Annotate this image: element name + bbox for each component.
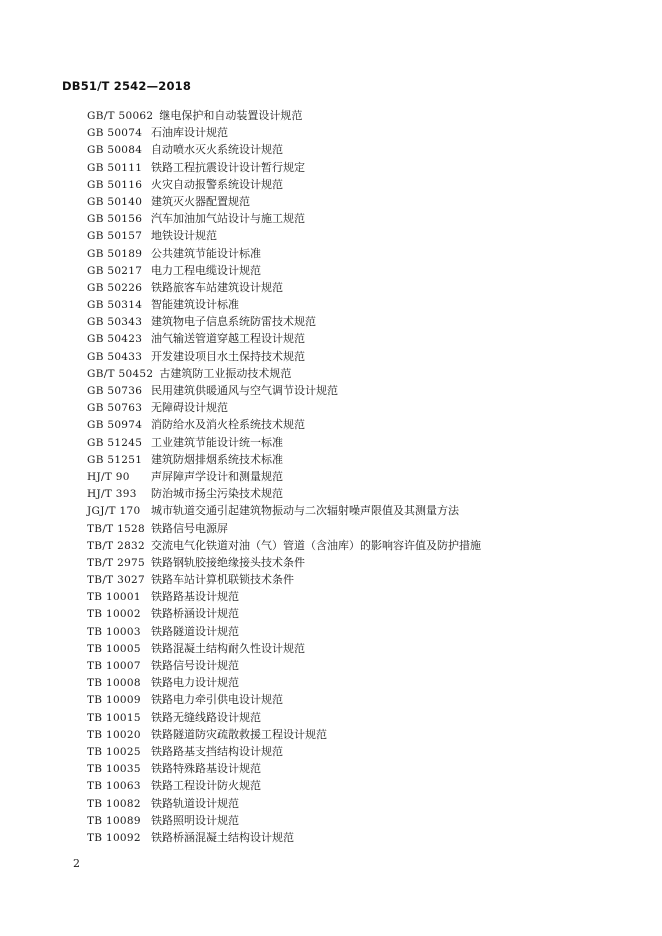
- reference-code: GB 50156: [87, 213, 143, 226]
- reference-code: GB 50157: [87, 230, 143, 243]
- reference-item: [87, 795, 481, 812]
- reference-item: [87, 623, 481, 640]
- reference-title: 油气输送管道穿越工程设计规范: [151, 332, 305, 346]
- reference-code: JGJ/T 170: [87, 505, 141, 518]
- reference-title: 铁路电力设计规范: [151, 676, 239, 690]
- reference-title: 汽车加油加气站设计与施工规范: [151, 212, 305, 226]
- reference-title: 铁路信号设计规范: [151, 659, 239, 672]
- reference-item: [87, 451, 481, 468]
- reference-title: 铁路电力牵引供电设计规范: [151, 693, 283, 707]
- reference-title: 铁路旅客车站建筑设计规范: [151, 280, 283, 294]
- reference-code: GB 50763: [87, 402, 143, 415]
- reference-item: [87, 227, 481, 244]
- reference-code: TB 10015: [87, 711, 141, 724]
- reference-item: [87, 176, 481, 193]
- reference-item: [87, 399, 481, 416]
- reference-code: TB 10002: [87, 608, 141, 621]
- reference-item: [87, 141, 481, 158]
- reference-title: 石油库设计规范: [151, 126, 228, 140]
- page-number: 2: [73, 857, 80, 870]
- reference-title: 铁路无缝线路设计规范: [151, 710, 261, 724]
- reference-title: 铁路路基设计规范: [151, 590, 239, 604]
- reference-code: GB 50111: [87, 161, 143, 174]
- reference-item: [87, 554, 481, 571]
- reference-title: 工业建筑节能设计统一标准: [151, 435, 283, 449]
- reference-item: [87, 588, 481, 605]
- reference-code: TB 10020: [87, 728, 141, 741]
- reference-title: 铁路特殊路基设计规范: [151, 762, 261, 776]
- reference-code: TB/T 3027: [87, 574, 146, 587]
- reference-code: GB 50343: [87, 316, 143, 329]
- reference-item: [87, 365, 481, 382]
- reference-code: TB/T 1528: [87, 522, 146, 535]
- reference-title: 铁路工程设计防火规范: [151, 779, 261, 793]
- reference-code: GB 50116: [87, 178, 143, 191]
- reference-code: GB 50736: [87, 385, 143, 397]
- reference-title: 铁路隧道防灾疏散救援工程设计规范: [151, 727, 327, 741]
- reference-code: HJ/T 90: [87, 470, 130, 483]
- reference-code: TB/T 2975: [87, 556, 146, 569]
- reference-title: 电力工程电缆设计规范: [151, 263, 261, 277]
- reference-code: TB 10005: [87, 642, 141, 655]
- reference-item: [87, 296, 481, 313]
- reference-title: 无障碍设计规范: [151, 401, 228, 415]
- reference-title: 自动喷水灭火系统设计规范: [151, 143, 283, 157]
- reference-item: [87, 777, 481, 794]
- reference-title: 铁路混凝土结构耐久性设计规范: [151, 641, 305, 655]
- reference-title: 铁路车站计算机联锁技术条件: [151, 573, 295, 587]
- reference-item: [87, 640, 481, 657]
- reference-code: GB 50217: [87, 264, 143, 277]
- reference-title: 智能建筑设计标准: [151, 298, 239, 312]
- reference-item: [87, 468, 481, 485]
- reference-item: [87, 262, 481, 279]
- reference-title: 声屏障声学设计和测量规范: [151, 469, 283, 483]
- reference-code: TB 10001: [87, 591, 141, 604]
- reference-title: 铁路桥涵设计规范: [151, 607, 239, 621]
- reference-code: GB 50140: [87, 195, 143, 208]
- reference-code: GB/T 50062: [87, 110, 154, 122]
- reference-code: GB 50074: [87, 127, 143, 140]
- reference-code: TB 10009: [87, 694, 141, 707]
- reference-item: [87, 107, 481, 124]
- reference-title: 火灾自动报警系统设计规范: [151, 177, 283, 191]
- reference-code: TB 10007: [87, 660, 141, 672]
- reference-title: 铁路隧道设计规范: [151, 624, 239, 638]
- reference-item: [87, 245, 481, 262]
- reference-title: 防治城市扬尘污染技术规范: [151, 487, 283, 501]
- reference-code: TB 10063: [87, 780, 141, 793]
- reference-title: 消防给水及消火栓系统技术规范: [151, 418, 305, 432]
- reference-item: [87, 330, 481, 347]
- reference-item: [87, 520, 481, 537]
- reference-item: [87, 485, 481, 502]
- reference-title: 交流电气化铁道对油（气）管道（含油库）的影响容许值及防护措施: [151, 538, 482, 552]
- reference-item: [87, 124, 481, 141]
- reference-title: 铁路信号电源屏: [151, 521, 229, 535]
- reference-item: [87, 434, 481, 451]
- reference-code: GB 51245: [87, 436, 143, 449]
- reference-item: [87, 674, 481, 691]
- reference-code: GB 50974: [87, 419, 143, 432]
- reference-code: GB 51251: [87, 453, 143, 466]
- reference-item: [87, 159, 481, 176]
- reference-item: [87, 709, 481, 726]
- reference-code: GB 50084: [87, 144, 143, 157]
- reference-code: TB 10025: [87, 745, 141, 758]
- reference-code: TB 10089: [87, 814, 141, 827]
- reference-item: [87, 537, 481, 554]
- reference-code: GB 50423: [87, 333, 143, 346]
- normative-references-list: [87, 107, 481, 846]
- reference-title: 地铁设计规范: [151, 229, 217, 243]
- reference-title: 铁路轨道设计规范: [151, 796, 239, 810]
- reference-code: TB 10092: [87, 831, 141, 844]
- reference-title: 铁路工程抗震设计设计暂行规定: [151, 160, 305, 174]
- reference-title: 开发建设项目水土保持技术规范: [151, 349, 305, 363]
- reference-title: 铁路照明设计规范: [151, 813, 239, 827]
- reference-title: 公共建筑节能设计标准: [151, 246, 261, 260]
- reference-title: 建筑灭火器配置规范: [151, 194, 250, 208]
- reference-item: [87, 313, 481, 330]
- reference-item: [87, 657, 481, 674]
- reference-code: GB 50226: [87, 281, 143, 294]
- reference-code: TB 10003: [87, 625, 141, 638]
- reference-item: [87, 193, 481, 210]
- reference-title: 民用建筑供暖通风与空气调节设计规范: [151, 384, 338, 397]
- reference-code: GB 50433: [87, 350, 143, 363]
- reference-item: [87, 829, 481, 846]
- reference-item: [87, 382, 481, 399]
- document-code-header: DB51/T 2542—2018: [62, 79, 192, 93]
- reference-code: TB/T 2832: [87, 539, 146, 552]
- reference-item: [87, 348, 481, 365]
- reference-code: GB 50314: [87, 299, 143, 312]
- reference-item: [87, 691, 481, 708]
- reference-item: [87, 812, 481, 829]
- reference-title: 铁路钢轨胶接绝缘接头技术条件: [151, 555, 306, 569]
- reference-title: 城市轨道交通引起建筑物振动与二次辐射噪声限值及其测量方法: [151, 504, 459, 518]
- reference-code: HJ/T 393: [87, 488, 137, 501]
- reference-code: GB 50189: [87, 247, 143, 260]
- reference-code: TB 10082: [87, 797, 141, 810]
- reference-item: [87, 279, 481, 296]
- reference-title: 继电保护和自动装置设计规范: [159, 109, 303, 122]
- reference-item: [87, 502, 481, 519]
- reference-item: [87, 571, 481, 588]
- reference-code: TB 10008: [87, 677, 141, 690]
- reference-item: [87, 210, 481, 227]
- reference-item: [87, 760, 481, 777]
- reference-title: 古建筑防工业振动技术规范: [159, 366, 292, 380]
- reference-title: 铁路路基支挡结构设计规范: [151, 744, 283, 758]
- reference-item: [87, 416, 481, 433]
- reference-title: 建筑物电子信息系统防雷技术规范: [151, 315, 316, 329]
- reference-item: [87, 605, 481, 622]
- reference-item: [87, 726, 481, 743]
- reference-title: 建筑防烟排烟系统技术标准: [151, 452, 283, 466]
- reference-title: 铁路桥涵混凝土结构设计规范: [151, 830, 294, 844]
- reference-code: GB/T 50452: [87, 367, 154, 380]
- reference-item: [87, 743, 481, 760]
- reference-code: TB 10035: [87, 763, 141, 776]
